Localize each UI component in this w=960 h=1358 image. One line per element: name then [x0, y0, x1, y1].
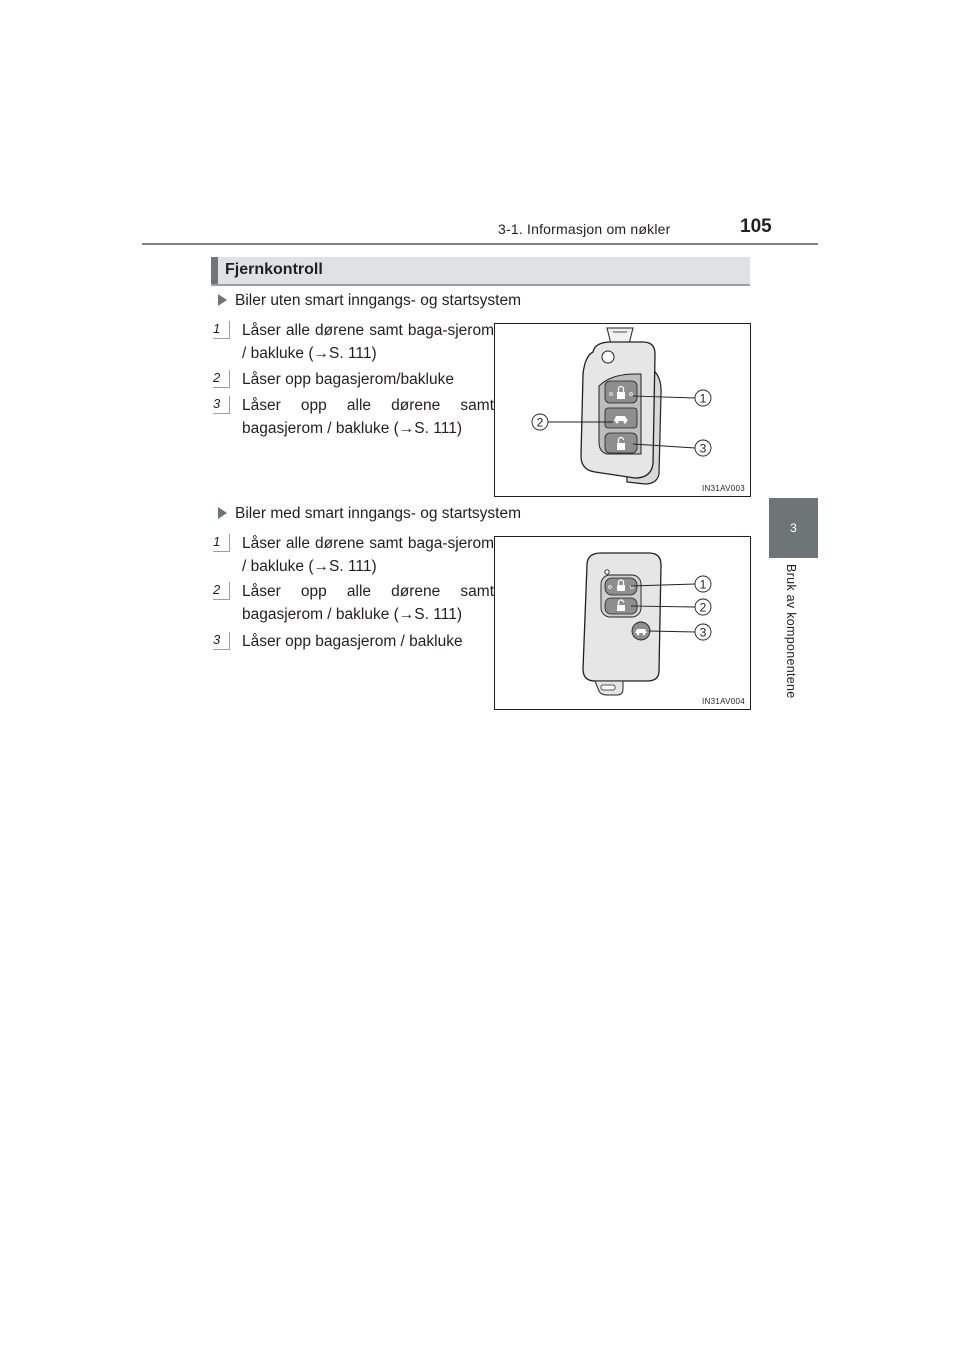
group-heading-text: Biler med smart inngangs- og startsystem: [235, 505, 521, 522]
list-item: Låser opp alle dørene samt bagasjerom / bakluke (→S. 111): [242, 583, 494, 623]
callout-label: 1: [699, 391, 707, 406]
smart-key-icon: [495, 537, 750, 709]
header-section-title: 3-1. Informasjon om nøkler: [498, 221, 671, 237]
list-item: Låser opp bagasjerom/bakluke: [242, 371, 454, 388]
page-number: 105: [740, 216, 772, 237]
header-rule: [142, 243, 818, 245]
item-number: 3: [213, 396, 230, 414]
group-heading-text: Biler uten smart inngangs- og startsystem: [235, 292, 522, 309]
item-number: 1: [213, 321, 230, 339]
triangle-bullet-icon: [218, 294, 227, 306]
section-marker: [211, 257, 218, 284]
folding-key-icon: [495, 324, 750, 496]
item-number: 1: [213, 534, 230, 552]
section-title-bar: [211, 257, 750, 286]
figure-code: IN31AV003: [701, 484, 745, 493]
group-heading: [218, 292, 521, 310]
chapter-side-label: [784, 564, 804, 724]
list-item: Låser alle dørene samt baga-sjerom / bakluke (→S. 111): [242, 322, 494, 362]
callout-label: 1: [699, 577, 707, 592]
callout-label: 2: [536, 415, 544, 430]
callout-label: 3: [699, 625, 707, 640]
figure-code: IN31AV004: [701, 697, 745, 706]
callout-label: 2: [699, 600, 707, 615]
chapter-title: Bruk av komponentene: [784, 564, 798, 699]
figure-folding-key: [494, 323, 751, 497]
chapter-tab: [769, 498, 818, 558]
item-number: 3: [213, 632, 230, 650]
group-heading: [218, 505, 521, 523]
callout-label: 3: [699, 441, 707, 456]
triangle-bullet-icon: [218, 507, 227, 519]
item-number: 2: [213, 582, 230, 600]
list-item: Låser opp bagasjerom / bakluke: [242, 633, 463, 650]
item-number: 2: [213, 370, 230, 388]
list-item: Låser opp alle dørene samt bagasjerom / bakluke (→S. 111): [242, 397, 494, 437]
list-item: Låser alle dørene samt baga-sjerom / bakluke (→S. 111): [242, 535, 494, 575]
chapter-number: 3: [790, 521, 797, 535]
figure-smart-key: [494, 536, 751, 710]
section-title: Fjernkontroll: [225, 261, 323, 278]
